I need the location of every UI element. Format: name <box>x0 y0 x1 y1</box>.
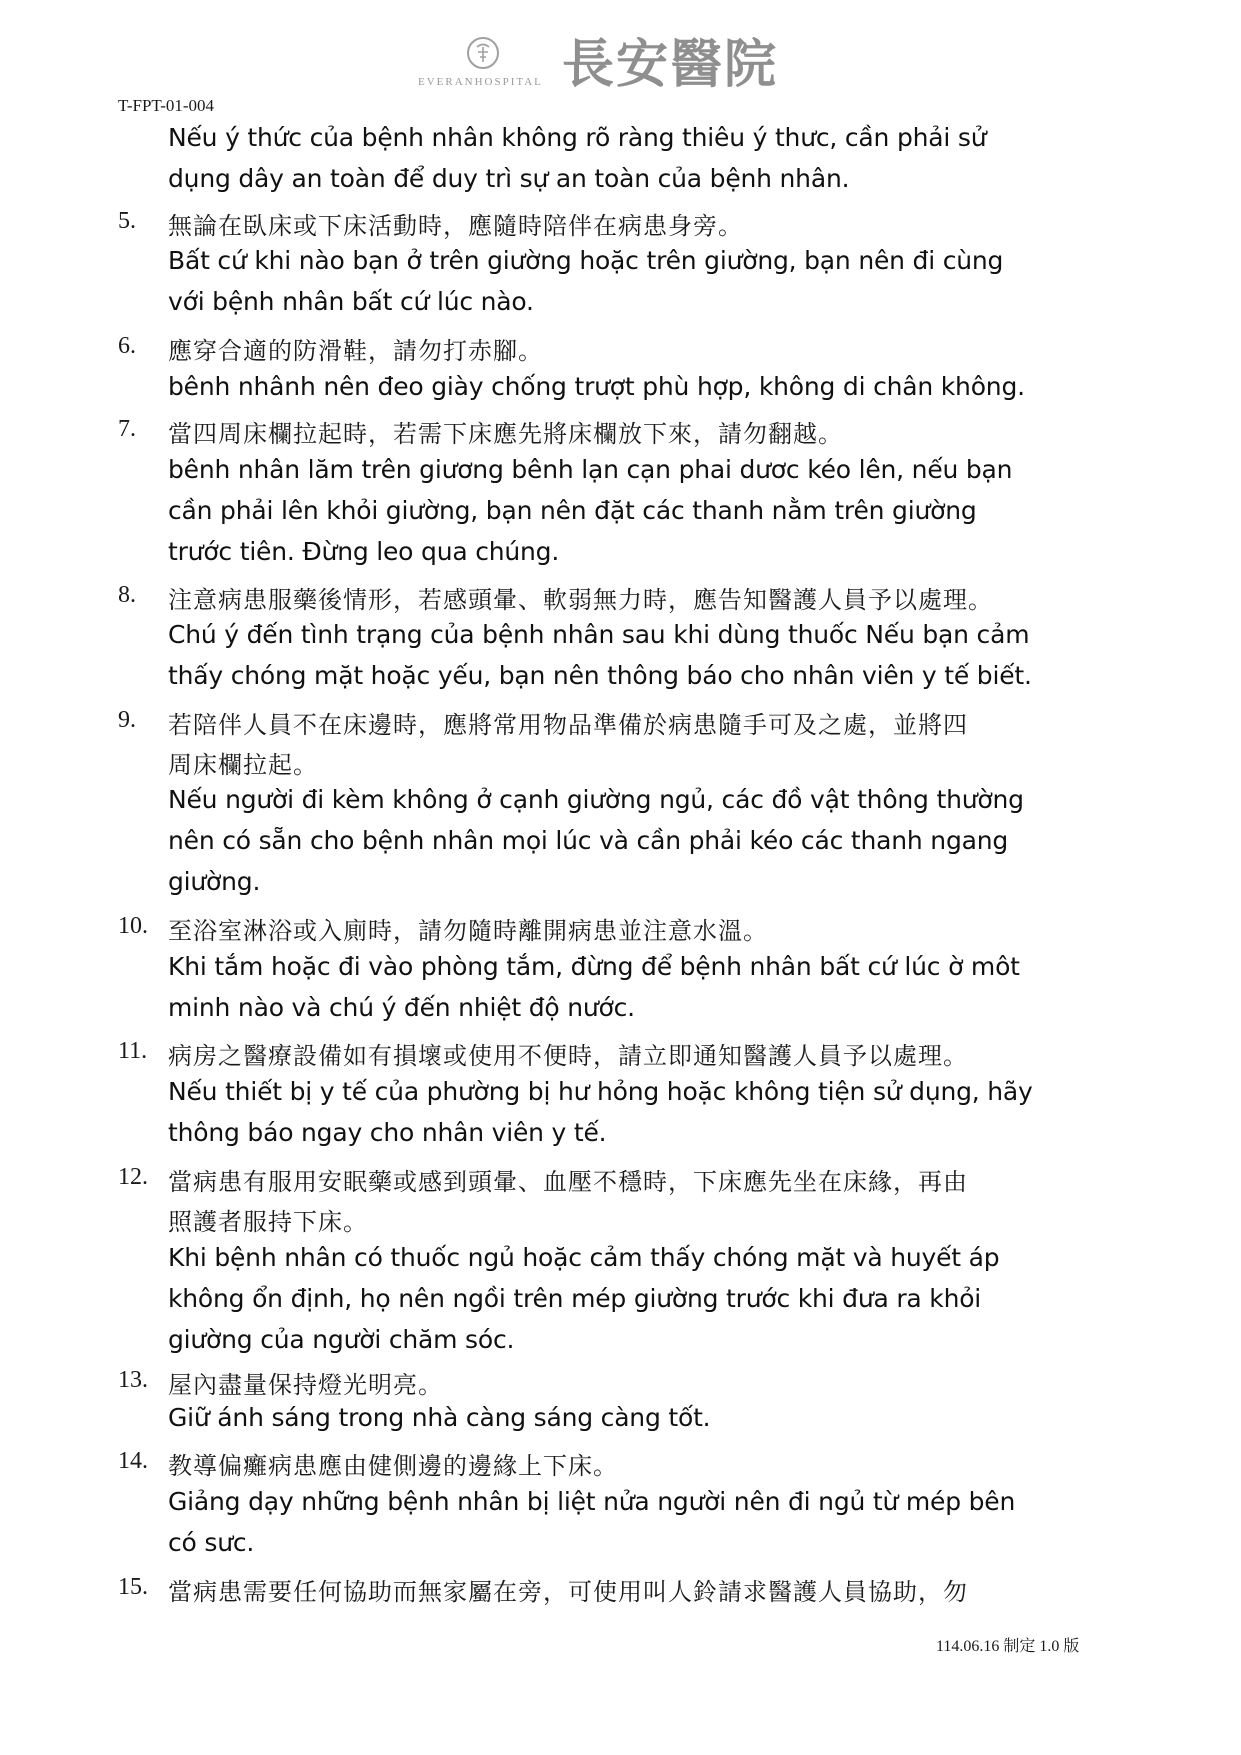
item-number: 14. <box>118 1448 148 1474</box>
item-vi-line: minh nào và chú ý đến nhiệt độ nước. <box>168 993 635 1022</box>
item-zh-line: 至浴室淋浴或入廁時，請勿隨時離開病患並注意水溫。 <box>168 917 768 945</box>
item-zh-line: 病房之醫療設備如有損壞或使用不便時，請立即通知醫護人員予以處理。 <box>168 1042 968 1070</box>
item-number: 8. <box>118 582 136 608</box>
item-vi-line: không ổn định, họ nên ngồi trên mép giường trước khi đưa ra khỏi <box>168 1284 982 1313</box>
item-vi-line: với bệnh nhân bất cứ lúc nào. <box>168 287 534 316</box>
item-vi-line: thông báo ngay cho nhân viên y tế. <box>168 1118 607 1147</box>
item-vi-line: trước tiên. Đừng leo qua chúng. <box>168 537 560 566</box>
item-zh-line: 注意病患服藥後情形，若感頭暈、軟弱無力時，應告知醫護人員予以處理。 <box>168 586 993 614</box>
item-vi-line: cần phải lên khỏi giường, bạn nên đặt các thanh nằm trên giường <box>168 496 977 525</box>
logo-chinese-name: 長安醫院 <box>562 35 779 95</box>
item-zh-line: 應穿合適的防滑鞋，請勿打赤腳。 <box>168 337 543 365</box>
continuation-vi-line: Nếu ý thức của bệnh nhân không rõ ràng thiêu ý thưc, cần phải sử <box>168 123 987 152</box>
item-number: 15. <box>118 1574 148 1600</box>
item-vi-line: Khi tắm hoặc đi vào phòng tắm, đừng để bệnh nhân bất cứ lúc ờ môt <box>168 952 1020 981</box>
item-vi-line: bênh nhânh nên đeo giày chống trượt phù hợp, không di chân không. <box>168 372 1025 401</box>
continuation-vi-line: dụng dây an toàn để duy trì sự an toàn của bệnh nhân. <box>168 164 850 193</box>
item-vi-line: Giảng dạy những bệnh nhân bị liệt nửa người nên đi ngủ từ mép bên <box>168 1487 1016 1516</box>
revision-footer: 114.06.16 制定 1.0 版 <box>936 1638 1080 1655</box>
item-vi-line: Giữ ánh sáng trong nhà càng sáng càng tốt. <box>168 1403 711 1432</box>
item-number: 13. <box>118 1367 148 1393</box>
item-vi-line: thấy chóng mặt hoặc yếu, bạn nên thông báo cho nhân viên y tế biết. <box>168 661 1032 690</box>
hospital-emblem-icon <box>466 36 500 70</box>
item-vi-line: giường. <box>168 867 261 896</box>
item-number: 7. <box>118 416 136 442</box>
item-vi-line: Khi bệnh nhân có thuốc ngủ hoặc cảm thấy chóng mặt và huyết áp <box>168 1243 1000 1272</box>
item-zh-line: 無論在臥床或下床活動時，應隨時陪伴在病患身旁。 <box>168 212 743 240</box>
item-number: 5. <box>118 208 136 234</box>
item-zh-line: 教導偏癱病患應由健側邊的邊緣上下床。 <box>168 1452 618 1480</box>
item-vi-line: giường của người chăm sóc. <box>168 1325 515 1354</box>
hospital-logo <box>418 34 826 96</box>
item-zh-line: 照護者服持下床。 <box>168 1208 368 1236</box>
item-zh-line: 若陪伴人員不在床邊時，應將常用物品準備於病患隨手可及之處，並將四 <box>168 711 968 739</box>
logo-english-name: EVERANHOSPITAL <box>418 76 543 88</box>
item-number: 9. <box>118 707 136 733</box>
item-vi-line: Nếu người đi kèm không ở cạnh giường ngủ, các đồ vật thông thường <box>168 785 1024 814</box>
item-number: 6. <box>118 333 136 359</box>
item-vi-line: Bất cứ khi nào bạn ở trên giường hoặc trên giường, bạn nên đi cùng <box>168 246 1004 275</box>
item-number: 12. <box>118 1164 148 1190</box>
item-vi-line: bênh nhân lăm trên giương bênh lạn cạn phai dươc kéo lên, nếu bạn <box>168 455 1013 484</box>
document-code: T-FPT-01-004 <box>118 96 215 115</box>
item-zh-line: 當病患有服用安眠藥或感到頭暈、血壓不穩時，下床應先坐在床緣，再由 <box>168 1168 968 1196</box>
item-number: 11. <box>118 1038 148 1064</box>
item-zh-line: 周床欄拉起。 <box>168 751 318 779</box>
item-vi-line: có sưc. <box>168 1528 255 1557</box>
item-number: 10. <box>118 913 148 939</box>
item-zh-line: 當四周床欄拉起時，若需下床應先將床欄放下來，請勿翻越。 <box>168 420 843 448</box>
item-zh-line: 當病患需要任何協助而無家屬在旁，可使用叫人鈴請求醫護人員協助，勿 <box>168 1578 968 1606</box>
item-vi-line: Nếu thiết bị y tế của phường bị hư hỏng hoặc không tiện sử dụng, hãy <box>168 1077 1033 1106</box>
item-vi-line: Chú ý đến tình trạng của bệnh nhân sau khi dùng thuốc Nếu bạn cảm <box>168 620 1030 649</box>
item-vi-line: nên có sẵn cho bệnh nhân mọi lúc và cần phải kéo các thanh ngang <box>168 826 1009 855</box>
item-zh-line: 屋內盡量保持燈光明亮。 <box>168 1371 443 1399</box>
